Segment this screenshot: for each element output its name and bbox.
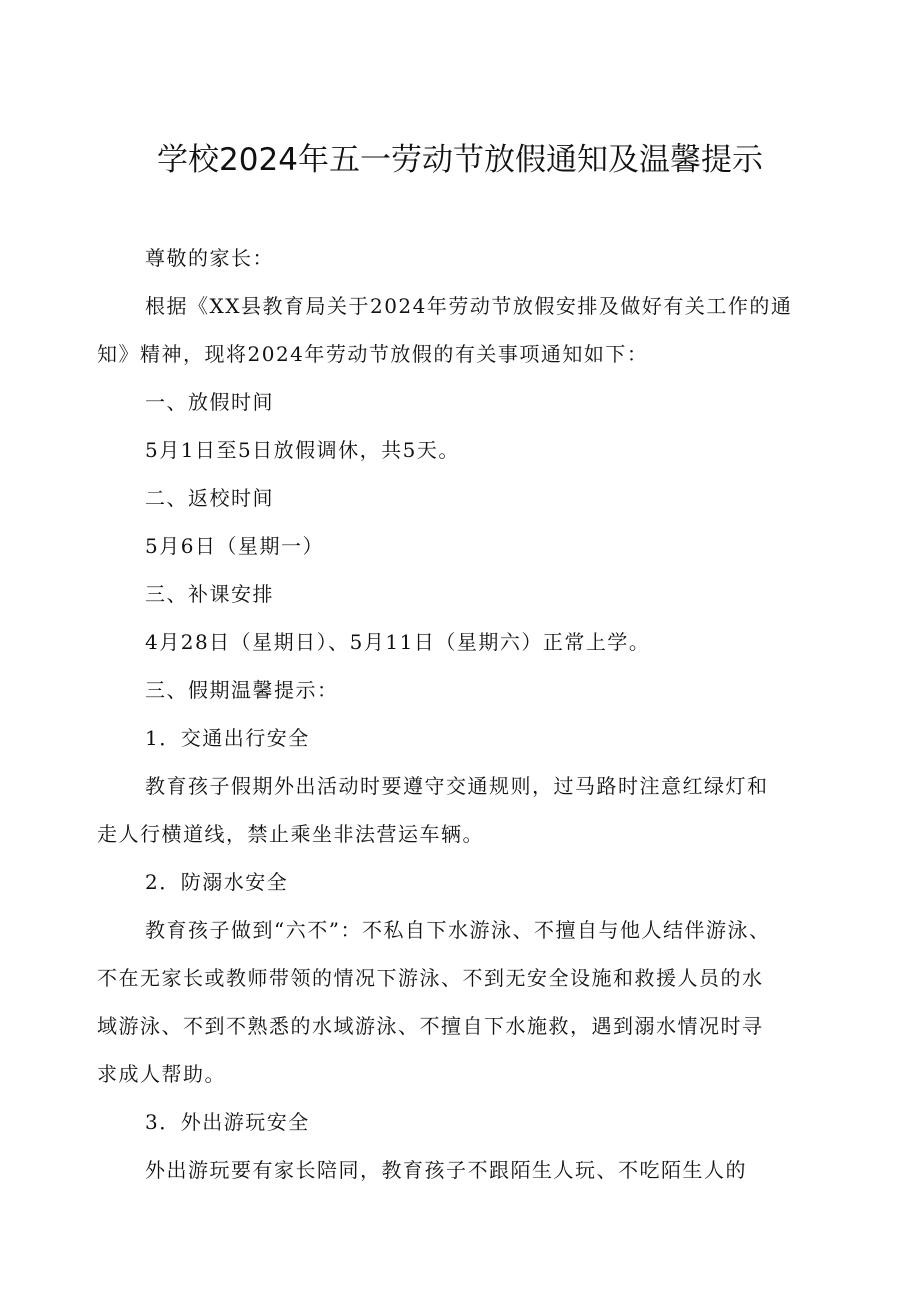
body-line: 三、补课安排 bbox=[145, 582, 274, 606]
body-line: 5月1日至5日放假调休，共5天。 bbox=[145, 438, 460, 462]
document-title: 学校2024年五一劳动节放假通知及温馨提示 bbox=[157, 142, 763, 178]
body-line: 走人行横道线，禁止乘坐非法营运车辆。 bbox=[97, 822, 484, 846]
body-line: 教育孩子做到“六不”：不私自下水游泳、不擅自与他人结伴游泳、 bbox=[145, 918, 771, 942]
body-line: 知》精神，现将2024年劳动节放假的有关事项通知如下： bbox=[97, 342, 649, 366]
body-line: 三、假期温馨提示： bbox=[145, 678, 339, 702]
body-line: 不在无家长或教师带领的情况下游泳、不到无安全设施和救援人员的水 bbox=[97, 966, 764, 990]
body-line: 二、返校时间 bbox=[145, 486, 274, 510]
body-line: 1．交通出行安全 bbox=[145, 726, 310, 750]
body-line: 教育孩子假期外出活动时要遵守交通规则，过马路时注意红绿灯和 bbox=[145, 774, 769, 798]
body-line: 外出游玩要有家长陪同，教育孩子不跟陌生人玩、不吃陌生人的 bbox=[145, 1158, 747, 1182]
body-line: 4月28日（星期日）、5月11日（星期六）正常上学。 bbox=[145, 630, 651, 654]
body-line: 根据《XX县教育局关于2024年劳动节放假安排及做好有关工作的通 bbox=[145, 294, 793, 318]
body-line: 求成人帮助。 bbox=[97, 1062, 226, 1086]
document-body bbox=[97, 234, 837, 1194]
body-line: 2．防溺水安全 bbox=[145, 870, 289, 894]
body-line: 尊敬的家长： bbox=[145, 246, 274, 270]
body-line: 5月6日（星期一） bbox=[145, 534, 324, 558]
body-line: 域游泳、不到不熟悉的水域游泳、不擅自下水施救，遇到溺水情况时寻 bbox=[97, 1014, 764, 1038]
body-line: 3．外出游玩安全 bbox=[145, 1110, 310, 1134]
body-line: 一、放假时间 bbox=[145, 390, 274, 414]
